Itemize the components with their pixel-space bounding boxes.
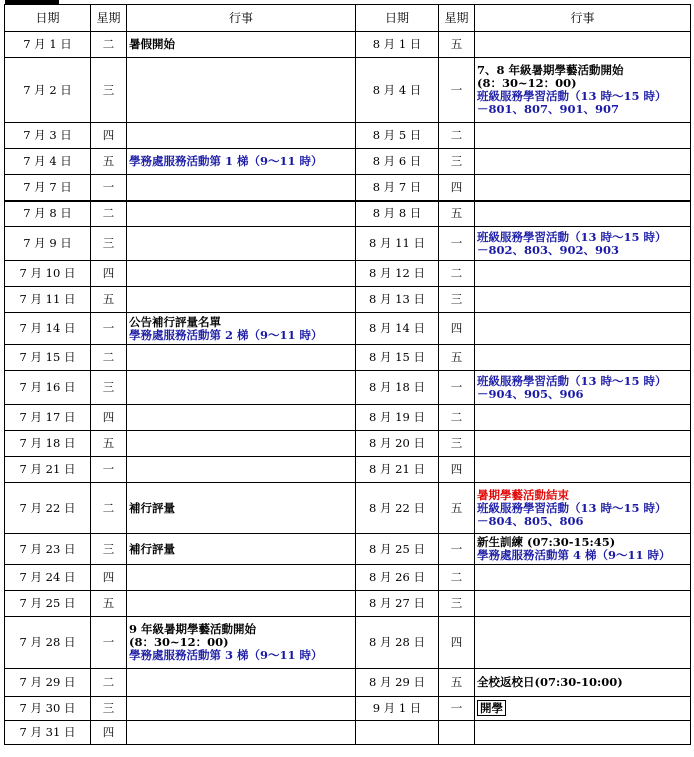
header-date-1: 日期 [5, 5, 91, 32]
event-line: －802、803、902、903 [477, 242, 620, 257]
event-line: (8：30~12：00) [477, 76, 577, 90]
event-line: 新生訓練 (07:30-15:45) [477, 535, 616, 549]
weekday-cell-august: 五 [439, 345, 475, 371]
weekday-cell-july: 五 [91, 591, 127, 617]
date-cell-july: 7 月 21 日 [5, 457, 91, 483]
date-cell-august [356, 721, 439, 745]
event-line: －804、805、806 [477, 513, 584, 528]
event-cell-august [475, 58, 691, 123]
event-line: 9 年級暑期學藝活動開始 [129, 622, 257, 636]
calendar-body [5, 32, 691, 745]
weekday-cell-july: 四 [91, 261, 127, 287]
date-cell-july: 7 月 8 日 [5, 201, 91, 227]
event-cell-august [475, 313, 691, 345]
event-cell-august [475, 431, 691, 457]
date-cell-july: 7 月 2 日 [5, 58, 91, 123]
event-cell-august [475, 483, 691, 534]
event-cell-july [127, 123, 356, 149]
event-cell-july [127, 591, 356, 617]
date-cell-august: 8 月 21 日 [356, 457, 439, 483]
date-cell-august: 8 月 12 日 [356, 261, 439, 287]
event-cell-august [475, 32, 691, 58]
event-cell-august [475, 371, 691, 405]
event-cell-august [475, 261, 691, 287]
weekday-cell-august: 一 [439, 534, 475, 565]
weekday-cell-august: 一 [439, 371, 475, 405]
event-cell-july [127, 32, 356, 58]
date-cell-august: 8 月 1 日 [356, 32, 439, 58]
weekday-cell-august: 五 [439, 483, 475, 534]
table-row [5, 431, 691, 457]
weekday-cell-august: 三 [439, 149, 475, 175]
event-cell-july [127, 371, 356, 405]
event-line: 班級服務學習活動（13 時～15 時） [477, 373, 667, 388]
weekday-cell-august: 二 [439, 405, 475, 431]
date-cell-july: 7 月 4 日 [5, 149, 91, 175]
date-cell-july: 7 月 15 日 [5, 345, 91, 371]
date-cell-july: 7 月 30 日 [5, 697, 91, 721]
event-cell-july [127, 175, 356, 201]
event-line: 公告補行評量名單 [129, 314, 221, 329]
event-cell-july [127, 313, 356, 345]
event-cell-july [127, 149, 356, 175]
event-cell-july [127, 617, 356, 669]
event-cell-august [475, 697, 691, 721]
event-line: 班級服務學習活動（13 時～15 時） [477, 89, 667, 103]
weekday-cell-august: 一 [439, 58, 475, 123]
event-line: 學務處服務活動第 2 梯（9～11 時） [129, 327, 323, 342]
event-cell-august [475, 669, 691, 697]
date-cell-august: 8 月 26 日 [356, 565, 439, 591]
weekday-cell-july: 四 [91, 405, 127, 431]
event-line: －801、807、901、907 [477, 102, 620, 116]
table-row [5, 534, 691, 565]
weekday-cell-july: 二 [91, 483, 127, 534]
weekday-cell-july: 二 [91, 32, 127, 58]
event-cell-august [475, 123, 691, 149]
date-cell-july: 7 月 3 日 [5, 123, 91, 149]
table-row [5, 227, 691, 261]
weekday-cell-july: 二 [91, 345, 127, 371]
table-row [5, 201, 691, 227]
date-cell-august: 8 月 27 日 [356, 591, 439, 617]
weekday-cell-august: 一 [439, 697, 475, 721]
date-cell-august: 8 月 7 日 [356, 175, 439, 201]
date-cell-july: 7 月 7 日 [5, 175, 91, 201]
table-row [5, 175, 691, 201]
date-cell-august: 8 月 5 日 [356, 123, 439, 149]
weekday-cell-july: 五 [91, 149, 127, 175]
event-cell-august [475, 201, 691, 227]
weekday-cell-august: 四 [439, 313, 475, 345]
event-line: 班級服務學習活動（13 時～15 時） [477, 500, 667, 515]
weekday-cell-july: 三 [91, 58, 127, 123]
table-row [5, 617, 691, 669]
event-line: 補行評量 [129, 500, 175, 515]
event-line: 7、8 年級暑期學藝活動開始 [477, 63, 624, 77]
table-row [5, 697, 691, 721]
header-row [5, 5, 691, 32]
date-cell-july: 7 月 11 日 [5, 287, 91, 313]
event-line: 暑期學藝活動結束 [477, 487, 569, 502]
table-row [5, 58, 691, 123]
date-cell-july: 7 月 17 日 [5, 405, 91, 431]
event-line: 學務處服務活動第 3 梯（9～11 時） [129, 648, 323, 662]
weekday-cell-august: 二 [439, 565, 475, 591]
date-cell-july: 7 月 24 日 [5, 565, 91, 591]
calendar-table [4, 4, 691, 745]
date-cell-august: 8 月 25 日 [356, 534, 439, 565]
weekday-cell-july: 三 [91, 697, 127, 721]
table-row [5, 457, 691, 483]
table-row [5, 313, 691, 345]
header-weekday-1: 星期 [91, 5, 127, 32]
event-line: 學務處服務活動第 4 梯（9～11 時） [477, 548, 671, 562]
event-cell-august [475, 149, 691, 175]
header-event-2: 行事 [475, 5, 691, 32]
header-weekday-2: 星期 [439, 5, 475, 32]
weekday-cell-august: 四 [439, 175, 475, 201]
weekday-cell-august: 三 [439, 591, 475, 617]
event-cell-july [127, 669, 356, 697]
event-cell-august [475, 721, 691, 745]
date-cell-august: 8 月 13 日 [356, 287, 439, 313]
table-row [5, 565, 691, 591]
event-cell-july [127, 721, 356, 745]
event-cell-july [127, 405, 356, 431]
weekday-cell-august: 三 [439, 287, 475, 313]
weekday-cell-july: 一 [91, 457, 127, 483]
weekday-cell-july: 三 [91, 371, 127, 405]
weekday-cell-july: 三 [91, 534, 127, 565]
boxed-event: 開學 [477, 700, 506, 716]
date-cell-august: 8 月 22 日 [356, 483, 439, 534]
table-row [5, 345, 691, 371]
date-cell-july: 7 月 22 日 [5, 483, 91, 534]
table-row [5, 149, 691, 175]
event-line: 暑假開始 [129, 37, 175, 51]
event-line: 全校返校日(07:30-10:00) [477, 675, 623, 689]
event-cell-august [475, 345, 691, 371]
date-cell-july: 7 月 29 日 [5, 669, 91, 697]
date-cell-august: 8 月 4 日 [356, 58, 439, 123]
event-cell-august [475, 287, 691, 313]
weekday-cell-july: 一 [91, 617, 127, 669]
event-cell-july [127, 457, 356, 483]
weekday-cell-july: 四 [91, 721, 127, 745]
weekday-cell-august [439, 721, 475, 745]
weekday-cell-august: 一 [439, 227, 475, 261]
date-cell-august: 8 月 28 日 [356, 617, 439, 669]
date-cell-july: 7 月 28 日 [5, 617, 91, 669]
event-cell-august [475, 227, 691, 261]
date-cell-august: 9 月 1 日 [356, 697, 439, 721]
event-line: (8：30~12：00) [129, 635, 229, 649]
weekday-cell-august: 五 [439, 32, 475, 58]
event-cell-july [127, 483, 356, 534]
event-cell-august [475, 534, 691, 565]
weekday-cell-august: 二 [439, 123, 475, 149]
date-cell-july: 7 月 9 日 [5, 227, 91, 261]
event-cell-august [475, 565, 691, 591]
table-row [5, 591, 691, 617]
date-cell-august: 8 月 8 日 [356, 201, 439, 227]
weekday-cell-august: 二 [439, 261, 475, 287]
event-cell-july [127, 534, 356, 565]
table-row [5, 32, 691, 58]
table-row [5, 261, 691, 287]
date-cell-august: 8 月 15 日 [356, 345, 439, 371]
event-cell-july [127, 697, 356, 721]
header-event-1: 行事 [127, 5, 356, 32]
event-line: 學務處服務活動第 1 梯（9～11 時） [129, 154, 323, 168]
event-cell-august [475, 405, 691, 431]
weekday-cell-august: 三 [439, 431, 475, 457]
table-row [5, 669, 691, 697]
event-line: 補行評量 [129, 541, 175, 556]
date-cell-august: 8 月 11 日 [356, 227, 439, 261]
date-cell-july: 7 月 23 日 [5, 534, 91, 565]
event-line: －904、905、906 [477, 386, 584, 401]
date-cell-august: 8 月 19 日 [356, 405, 439, 431]
event-line [477, 702, 688, 715]
weekday-cell-july: 四 [91, 123, 127, 149]
event-cell-august [475, 591, 691, 617]
date-cell-july: 7 月 18 日 [5, 431, 91, 457]
event-cell-august [475, 617, 691, 669]
event-cell-july [127, 431, 356, 457]
date-cell-july: 7 月 1 日 [5, 32, 91, 58]
weekday-cell-july: 三 [91, 227, 127, 261]
table-row [5, 371, 691, 405]
event-cell-july [127, 201, 356, 227]
table-row [5, 483, 691, 534]
event-cell-july [127, 58, 356, 123]
weekday-cell-august: 四 [439, 617, 475, 669]
date-cell-july: 7 月 31 日 [5, 721, 91, 745]
date-cell-july: 7 月 10 日 [5, 261, 91, 287]
date-cell-august: 8 月 18 日 [356, 371, 439, 405]
weekday-cell-july: 二 [91, 201, 127, 227]
date-cell-august: 8 月 6 日 [356, 149, 439, 175]
event-cell-august [475, 457, 691, 483]
table-row [5, 405, 691, 431]
event-cell-july [127, 345, 356, 371]
date-cell-july: 7 月 25 日 [5, 591, 91, 617]
event-line: 班級服務學習活動（13 時～15 時） [477, 229, 667, 244]
event-cell-july [127, 227, 356, 261]
event-cell-july [127, 261, 356, 287]
event-cell-july [127, 287, 356, 313]
table-row [5, 123, 691, 149]
date-cell-july: 7 月 16 日 [5, 371, 91, 405]
table-row [5, 287, 691, 313]
weekday-cell-july: 二 [91, 669, 127, 697]
weekday-cell-july: 一 [91, 175, 127, 201]
weekday-cell-july: 一 [91, 313, 127, 345]
event-cell-august [475, 175, 691, 201]
date-cell-august: 8 月 14 日 [356, 313, 439, 345]
weekday-cell-july: 五 [91, 431, 127, 457]
header-date-2: 日期 [356, 5, 439, 32]
table-row [5, 721, 691, 745]
weekday-cell-july: 四 [91, 565, 127, 591]
weekday-cell-august: 五 [439, 201, 475, 227]
date-cell-august: 8 月 29 日 [356, 669, 439, 697]
weekday-cell-july: 五 [91, 287, 127, 313]
weekday-cell-august: 四 [439, 457, 475, 483]
weekday-cell-august: 五 [439, 669, 475, 697]
date-cell-august: 8 月 20 日 [356, 431, 439, 457]
event-cell-july [127, 565, 356, 591]
date-cell-july: 7 月 14 日 [5, 313, 91, 345]
